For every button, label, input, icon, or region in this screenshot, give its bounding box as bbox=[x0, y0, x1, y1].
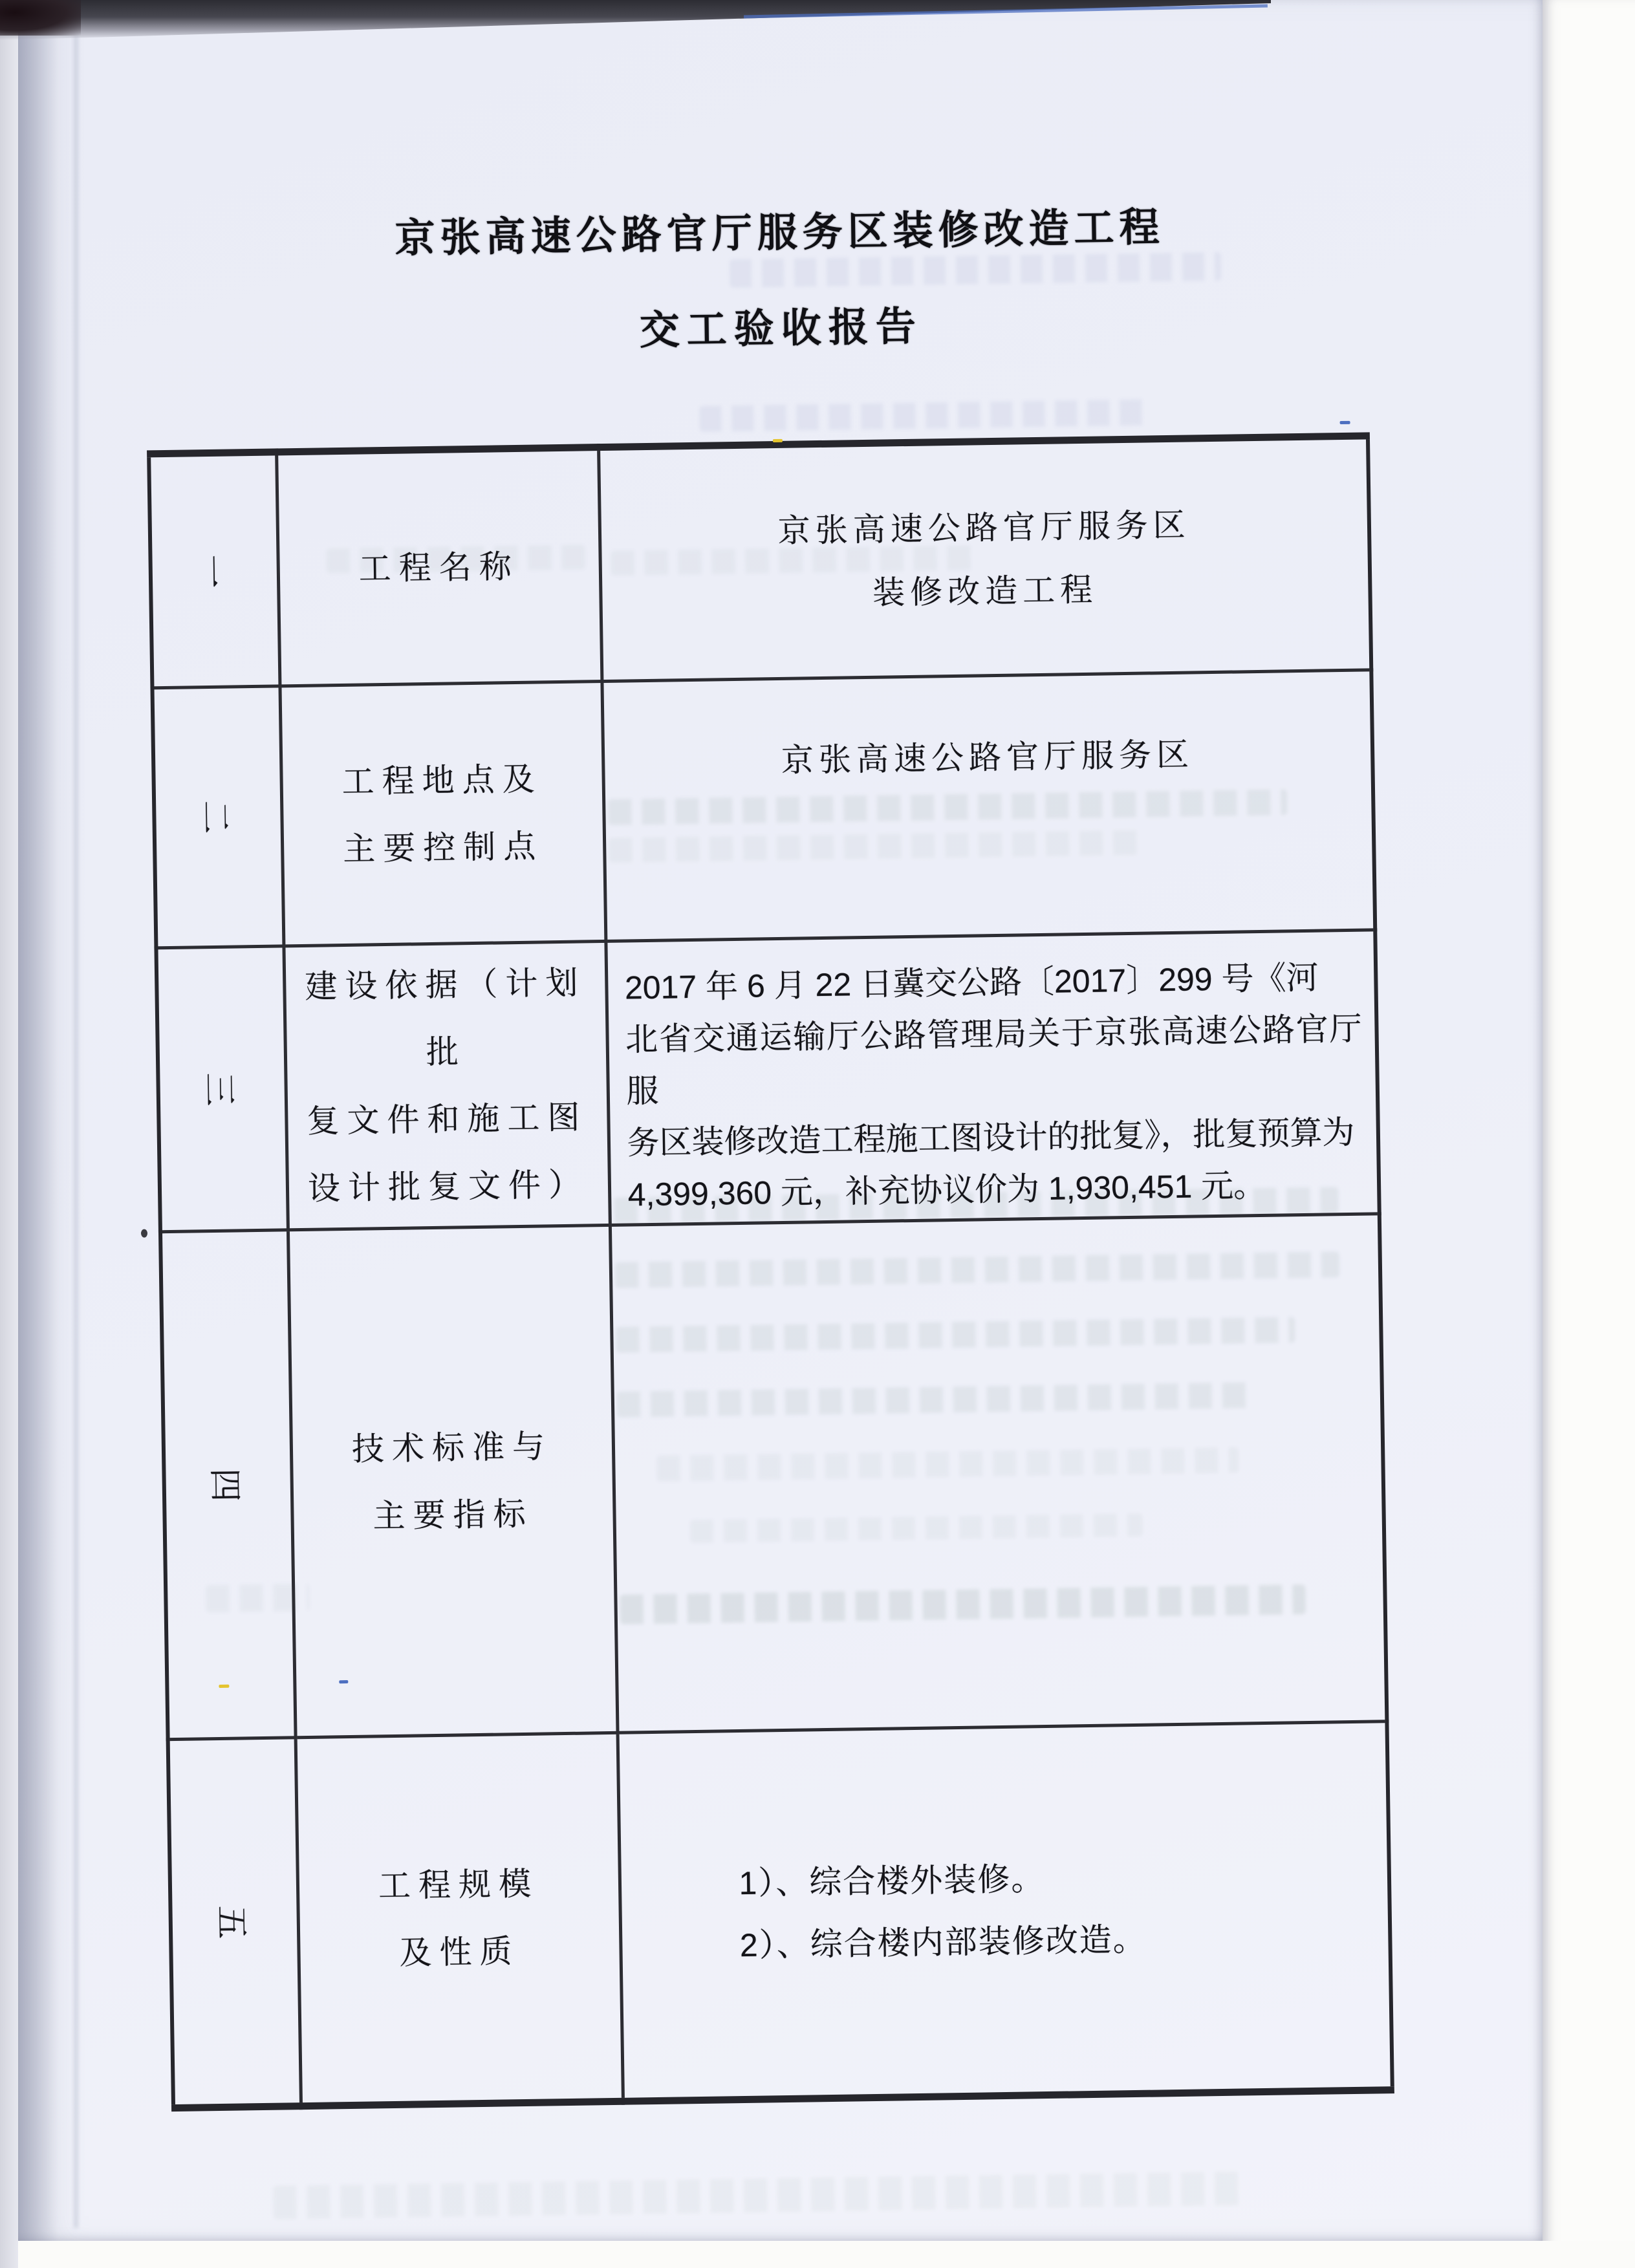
document-subtitle: 交工验收报告 bbox=[639, 304, 924, 354]
row-5-content-cell: 1）、综合楼外装修。 2）、综合楼内部装修改造。 bbox=[618, 1722, 1392, 2102]
yellow-speck bbox=[219, 1685, 229, 1688]
bleed-through-mark bbox=[273, 2172, 1244, 2219]
table-row-4 bbox=[160, 1214, 1387, 1740]
row-2-content-cell: 京张高速公路官厅服务区 bbox=[601, 670, 1375, 942]
document-title: 京张高速公路官厅服务区装修改造工程 bbox=[395, 205, 1165, 261]
table-row-5 bbox=[168, 1722, 1392, 2108]
row-4-label-cell: 技术标准与 主要指标 bbox=[288, 1225, 618, 1737]
row-5-number-cell bbox=[168, 1738, 301, 2108]
row-1-number-cell bbox=[149, 452, 279, 688]
row-2-number-cell bbox=[152, 686, 283, 948]
blue-speck bbox=[1340, 421, 1350, 424]
acceptance-report-table bbox=[147, 432, 1394, 2111]
paper-sheet bbox=[18, 0, 1543, 2241]
table-row-1 bbox=[149, 436, 1371, 688]
row-4-number: 四 bbox=[205, 1467, 244, 1502]
row-5-number: 五 bbox=[211, 1905, 250, 1939]
row-3-number-cell bbox=[156, 946, 287, 1232]
row-4-content-cell bbox=[610, 1214, 1387, 1733]
row-1-label-cell: 工程名称 bbox=[276, 448, 601, 686]
scanner-background-right bbox=[1543, 0, 1635, 2268]
row-4-number-cell bbox=[160, 1230, 296, 1740]
row-5-label-cell: 工程规模 及性质 bbox=[296, 1733, 623, 2106]
scanner-corner-shadow bbox=[0, 0, 81, 36]
ink-speck bbox=[141, 1229, 147, 1238]
row-2-label-cell: 工程地点及 主要控制点 bbox=[279, 682, 605, 946]
table-row-2 bbox=[152, 670, 1375, 948]
row-1-number: 一 bbox=[191, 554, 230, 589]
bleed-through-mark bbox=[699, 399, 1153, 431]
table-row-3 bbox=[156, 930, 1379, 1232]
blue-speck bbox=[339, 1680, 348, 1683]
row-3-number: 三 bbox=[199, 1072, 238, 1107]
row-3-label-cell: 建设依据（计划批 复文件和施工图 设计批复文件） bbox=[283, 941, 609, 1229]
row-2-number: 二 bbox=[195, 799, 234, 834]
yellow-speck bbox=[773, 439, 783, 442]
row-1-content-cell: 京张高速公路官厅服务区 装修改造工程 bbox=[598, 436, 1371, 682]
row-3-content-cell: 2017 年 6 月 22 日冀交公路〔2017〕299 号《河 北省交通运输厅公路管理局关于京张高速公路官厅服 务区装修改造工程施工图设计的批复》，批复预算为 4,399,360 元，补充协议价为 1,930,451 元。 bbox=[605, 930, 1379, 1226]
